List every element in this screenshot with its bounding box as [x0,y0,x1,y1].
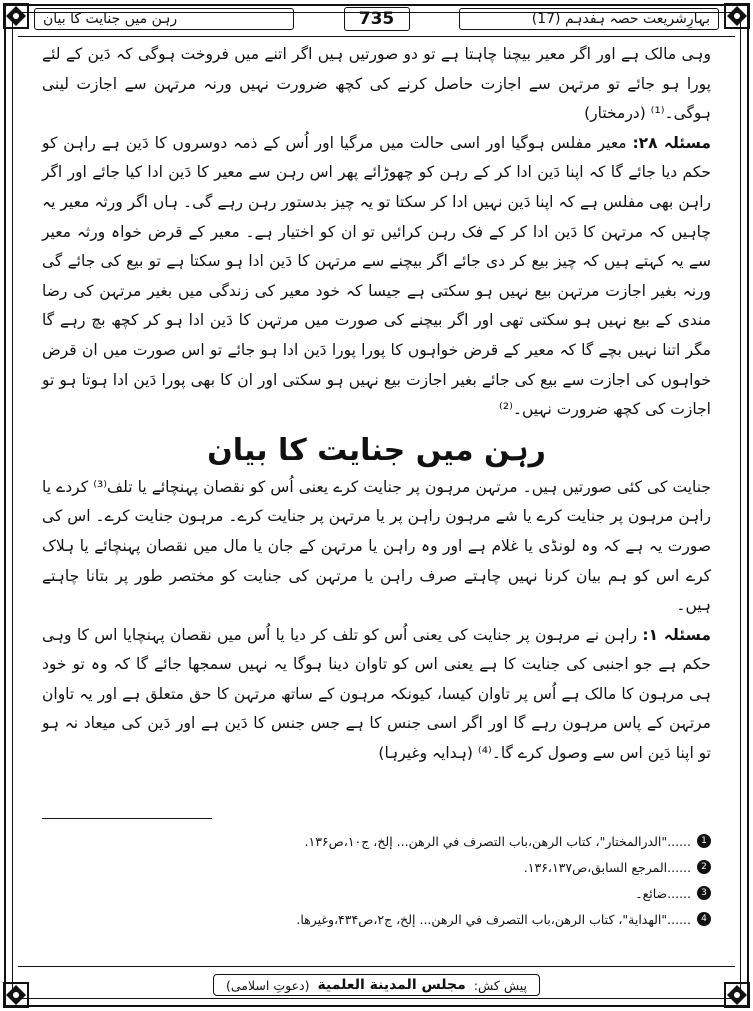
footnote-text: ......"الهداية"، كتاب الرهن،باب التصرف في الرهن... إلخ، ج۲،ص۴۳۴،وغيرها. [296,911,691,927]
header-divider [18,36,735,37]
masla-1 [42,621,711,769]
footer-divider [18,966,735,967]
footnote-text: ......المرجع السابق،ص۱۳۶،۱۳۷. [523,859,691,875]
footnote-text: ......ضائع۔ [635,885,691,901]
footnote-item [42,906,711,932]
masla-text: راہن نے مرہون پر جنایت کی یعنی اُس کو تلف کر دیا یا اُس میں نقصان پہنچایا اس کا وہی حکم ہے جو اجنبی کی جنایت کا ہے یعنی اس کو تاوان دینا ہوگا یہ نہیں سمجھا جائے گا کہ وہ تو خود ہی مرہون کا مالک ہے اُس پر تاوان کیسا، کیونکہ مرہون کے ساتھ مرتہن کا حق متعلق ہے اور یہ تاوان مرتہن کے پاس مرہون رہے گا اور اگر اسی جنس کا ہے جس جنس کا دَین ہے اور دَین کی میعاد نہ ہو تو اپنا دَین اس سے وصول کرے گا۔⁽⁴⁾ (ہدایہ وغیرہا) [42,625,711,763]
page-footer [0,974,753,996]
footnote-number: 1 [697,834,711,848]
footnote-divider [42,818,212,819]
page-header [34,6,719,32]
book-title: بہارِشریعت حصہ ہفدہم (17) [459,8,719,30]
masla-text: معیر مفلس ہوگیا اور اسی حالت میں مرگیا اور اُس کے ذمہ دوسروں کا دَین ہے راہن کو حکم دیا جائے گا کہ اپنا دَین ادا کر کے رہن کو چھوڑائے پھر اس رہن سے معیر کا دَین ادا کیا جائے اور اگر راہن بھی مفلس ہے کہ اپنا دَین نہیں ادا کر سکتا تو یہ چیز بدستور رہن رہے گی۔ ہاں اگر ورثہ معیر یہ چاہیں کہ مرتہن کا دَین ادا کر کے فک رہن کرائیں تو ان کو اختیار ہے۔ معیر کے قرض خواہ ورثہ معیر سے یہ کہتے ہیں کہ چیز بیع کر دی جائے اگر بیچنے سے مرتہن کا دَین ادا ہو سکتا ہے تو بیع کی جائے گی ورنہ بغیر اجازت مرتہن بیع نہیں ہو سکتی ہے جیسا کہ خود معیر کی زندگی میں بغیر مرتہن کی رضا مندی کے بیع نہیں ہو سکتی تھی اور اگر بیچنے کی صورت میں مرتہن کا دَین ادا ہو کر کچھ بچ رہے گا مگر اتنا نہیں بچے گا کہ معیر کے قرض خواہوں کا پورا پورا دَین ادا ہو جائے تو اس صورت میں ان قرض خواہوں کی اجازت سے بیع کی جائے بغیر اجازت بیع نہیں ہو سکتی اور ان کا بھی پورا دَین ادا ہوتا ہو تو اجازت کی کچھ ضرورت نہیں۔⁽²⁾ [42,133,711,419]
footnote-item [42,828,711,854]
footnote-item [42,854,711,880]
footnotes [42,828,711,932]
paragraph-intro: جنایت کی کئی صورتیں ہیں۔ مرتہن مرہون پر جنایت کرے یعنی اُس کو نقصان پہنچائے یا تلف⁽³⁾ کردے یا راہن مرہون پر جنایت کرے یا شے مرہون راہن پر یا مرتہن پر جنایت کرے۔ مرہون جنایت کرے۔ اس کی صورت یہ ہے کہ وہ لونڈی یا غلام ہے اور وہ راہن یا مرتہن کے جان یا مال میں نقصان پہنچائے یا ہلاک کرے اس کو ہم بیان کرنا نہیں چاہتے صرف راہن یا مرتہن کی جنایت کو مختصر طور پر بتانا چاہتے ہیں۔ [42,477,711,615]
ornament-corner-icon [723,2,751,30]
publisher-name: مجلس المدينة العلمية [317,977,466,993]
footnote-number: 2 [697,860,711,874]
footnote-number: 4 [697,912,711,926]
footnote-item [42,880,711,906]
publisher-note: (دعوتِ اسلامی) [225,977,310,993]
footnote-number: 3 [697,886,711,900]
chapter-title: رہن میں جنایت کا بیان [34,8,294,30]
masla-label: مسئلہ ۱: [642,625,711,644]
masla-label: مسئلہ ۲۸: [632,133,711,152]
ornament-corner-icon [2,2,30,30]
paragraph-continuation: وہی مالک ہے اور اگر معیر بیچنا چاہتا ہے تو دو صورتیں ہیں اگر اتنے میں فروخت ہوگی کہ دَین کے لئے پورا ہو جائے تو مرتہن سے اجازت حاصل کرنے کی کچھ ضرورت نہیں ورنہ مرتہن سے اجازت لینی ہوگی۔⁽¹⁾ (درمختار) [42,45,711,123]
section-heading: رہن میں جنایت کا بیان [207,432,546,468]
publisher-box [213,974,540,996]
page-number: 735 [344,7,410,31]
publisher-prefix: پیش کش: [473,977,528,993]
main-text [42,40,711,769]
masla-28 [42,129,711,425]
footnote-text: ......"الدرالمختار"، كتاب الرهن،باب التصرف في الرهن... إلخ، ج۱۰،ص۱۳۶. [304,833,691,849]
